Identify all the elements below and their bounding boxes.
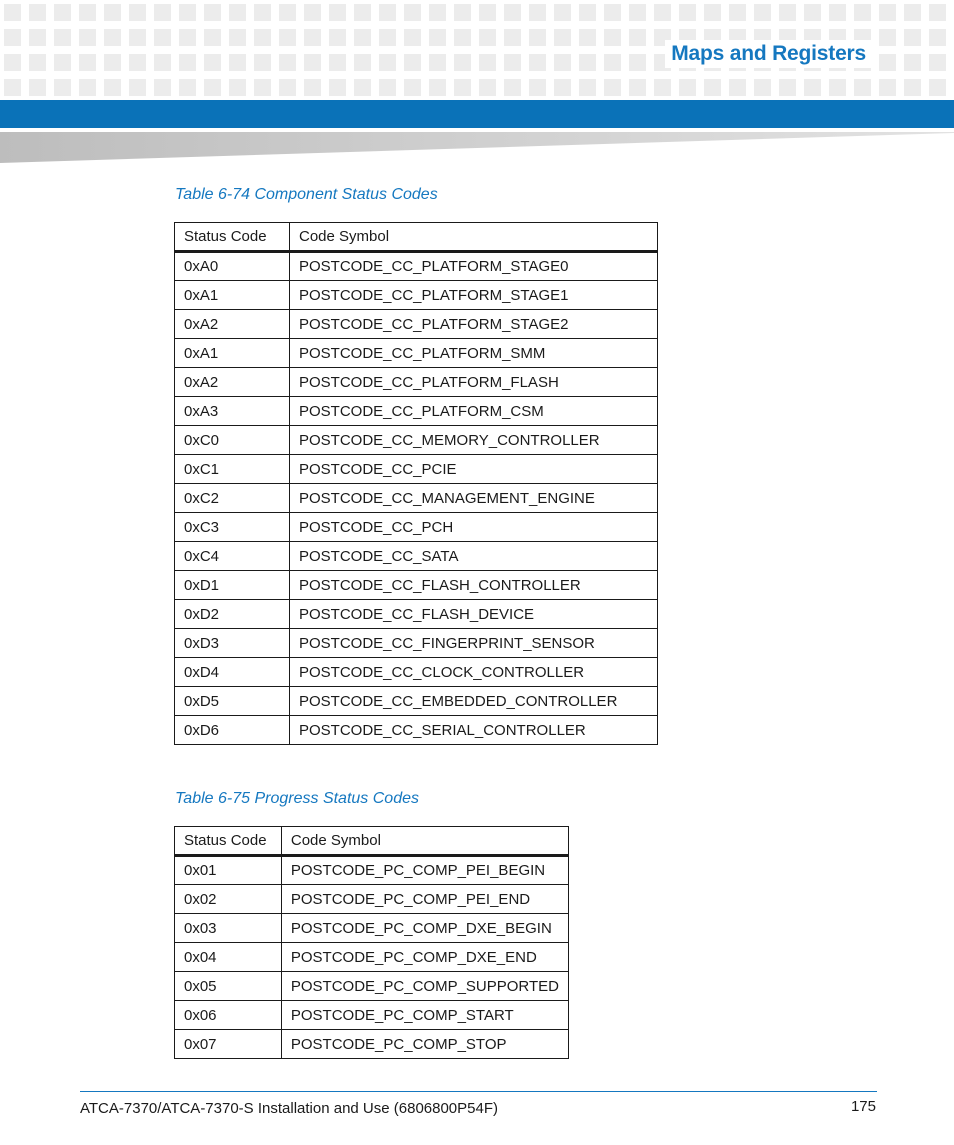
pattern-square	[529, 29, 546, 46]
pattern-square	[554, 79, 571, 96]
pattern-square	[329, 54, 346, 71]
table-header-row	[175, 827, 569, 856]
pattern-square	[304, 4, 321, 21]
code-symbol-cell: POSTCODE_CC_PLATFORM_STAGE2	[290, 310, 658, 339]
table-row	[175, 571, 658, 600]
pattern-square	[429, 4, 446, 21]
pattern-square	[54, 54, 71, 71]
pattern-square	[279, 54, 296, 71]
table-row	[175, 339, 658, 368]
pattern-square	[504, 79, 521, 96]
pattern-square	[529, 54, 546, 71]
pattern-square	[279, 29, 296, 46]
table-row	[175, 310, 658, 339]
pattern-square	[879, 29, 896, 46]
pattern-square	[779, 4, 796, 21]
pattern-square	[929, 4, 946, 21]
pattern-square	[479, 54, 496, 71]
code-symbol-cell: POSTCODE_CC_PLATFORM_CSM	[290, 397, 658, 426]
pattern-square	[79, 54, 96, 71]
table-row	[175, 455, 658, 484]
table-row	[175, 484, 658, 513]
pattern-square	[529, 4, 546, 21]
pattern-square	[254, 29, 271, 46]
pattern-square	[179, 79, 196, 96]
pattern-square	[554, 29, 571, 46]
pattern-square	[854, 79, 871, 96]
code-symbol-cell: POSTCODE_CC_PLATFORM_STAGE0	[290, 252, 658, 281]
pattern-square	[579, 29, 596, 46]
pattern-square	[929, 29, 946, 46]
pattern-square	[654, 4, 671, 21]
pattern-square	[754, 4, 771, 21]
table-row	[175, 629, 658, 658]
status-code-cell: 0xA0	[175, 252, 290, 281]
pattern-square	[929, 54, 946, 71]
pattern-square	[579, 54, 596, 71]
pattern-square	[304, 54, 321, 71]
table-row	[175, 885, 569, 914]
status-code-cell: 0x05	[175, 972, 282, 1001]
code-symbol-cell: POSTCODE_CC_PLATFORM_FLASH	[290, 368, 658, 397]
status-code-cell: 0xC4	[175, 542, 290, 571]
code-symbol-cell: POSTCODE_CC_SERIAL_CONTROLLER	[290, 716, 658, 745]
status-code-cell: 0xA2	[175, 368, 290, 397]
pattern-square	[279, 79, 296, 96]
pattern-square	[154, 4, 171, 21]
table-row	[175, 252, 658, 281]
table-row	[175, 1030, 569, 1059]
code-symbol-cell: POSTCODE_PC_COMP_DXE_END	[281, 943, 568, 972]
pattern-square	[79, 79, 96, 96]
pattern-square	[79, 29, 96, 46]
pattern-square	[354, 4, 371, 21]
pattern-square	[129, 54, 146, 71]
pattern-square	[4, 54, 21, 71]
code-symbol-cell: POSTCODE_CC_FLASH_CONTROLLER	[290, 571, 658, 600]
pattern-square	[454, 29, 471, 46]
page-number: 175	[850, 1098, 876, 1115]
pattern-square	[29, 54, 46, 71]
pattern-square	[529, 79, 546, 96]
column-header-status-code: Status Code	[175, 223, 290, 252]
pattern-square	[179, 54, 196, 71]
pattern-square	[879, 54, 896, 71]
pattern-square	[29, 4, 46, 21]
pattern-square	[329, 4, 346, 21]
code-symbol-cell: POSTCODE_PC_COMP_STOP	[281, 1030, 568, 1059]
pattern-square	[229, 29, 246, 46]
pattern-square	[704, 79, 721, 96]
pattern-square	[154, 54, 171, 71]
status-code-cell: 0xD6	[175, 716, 290, 745]
status-code-cell: 0x07	[175, 1030, 282, 1059]
pattern-square	[404, 29, 421, 46]
status-code-cell: 0x06	[175, 1001, 282, 1030]
pattern-square	[729, 4, 746, 21]
code-symbol-cell: POSTCODE_CC_PCIE	[290, 455, 658, 484]
pattern-square	[429, 79, 446, 96]
status-code-cell: 0xA3	[175, 397, 290, 426]
pattern-square	[129, 29, 146, 46]
code-symbol-cell: POSTCODE_CC_PCH	[290, 513, 658, 542]
table-row	[175, 658, 658, 687]
footer-rule	[80, 1091, 877, 1092]
pattern-square	[829, 4, 846, 21]
table-row	[175, 281, 658, 310]
pattern-square	[154, 79, 171, 96]
pattern-square	[29, 29, 46, 46]
status-code-cell: 0xA2	[175, 310, 290, 339]
pattern-square	[204, 54, 221, 71]
pattern-square	[154, 29, 171, 46]
column-header-code-symbol: Code Symbol	[290, 223, 658, 252]
status-code-cell: 0xC2	[175, 484, 290, 513]
pattern-square	[54, 79, 71, 96]
pattern-square	[229, 54, 246, 71]
status-code-cell: 0xD3	[175, 629, 290, 658]
pattern-square	[804, 4, 821, 21]
table-75-caption: Table 6-75 Progress Status Codes	[175, 790, 419, 807]
code-symbol-cell: POSTCODE_CC_MEMORY_CONTROLLER	[290, 426, 658, 455]
table-header-row	[175, 223, 658, 252]
code-symbol-cell: POSTCODE_CC_EMBEDDED_CONTROLLER	[290, 687, 658, 716]
table-row	[175, 397, 658, 426]
pattern-square	[129, 4, 146, 21]
status-code-cell: 0xD5	[175, 687, 290, 716]
pattern-square	[629, 54, 646, 71]
pattern-square	[579, 4, 596, 21]
pattern-square	[29, 79, 46, 96]
pattern-square	[279, 4, 296, 21]
pattern-square	[679, 79, 696, 96]
pattern-square	[429, 54, 446, 71]
code-symbol-cell: POSTCODE_CC_FINGERPRINT_SENSOR	[290, 629, 658, 658]
pattern-square	[754, 79, 771, 96]
pattern-square	[379, 79, 396, 96]
status-code-cell: 0xC0	[175, 426, 290, 455]
pattern-square	[204, 79, 221, 96]
pattern-square	[904, 79, 921, 96]
code-symbol-cell: POSTCODE_PC_COMP_PEI_END	[281, 885, 568, 914]
pattern-square	[779, 79, 796, 96]
pattern-square	[729, 79, 746, 96]
pattern-square	[254, 79, 271, 96]
pattern-square	[504, 29, 521, 46]
pattern-square	[904, 29, 921, 46]
pattern-square	[404, 4, 421, 21]
pattern-square	[354, 54, 371, 71]
pattern-square	[904, 54, 921, 71]
pattern-square	[404, 54, 421, 71]
table-row	[175, 687, 658, 716]
code-symbol-cell: POSTCODE_CC_PLATFORM_STAGE1	[290, 281, 658, 310]
code-symbol-cell: POSTCODE_PC_COMP_PEI_BEGIN	[281, 856, 568, 885]
status-code-cell: 0xD1	[175, 571, 290, 600]
status-code-cell: 0xD4	[175, 658, 290, 687]
code-symbol-cell: POSTCODE_CC_MANAGEMENT_ENGINE	[290, 484, 658, 513]
pattern-square	[629, 29, 646, 46]
column-header-code-symbol: Code Symbol	[281, 827, 568, 856]
progress-status-codes-table	[174, 826, 569, 1059]
pattern-square	[204, 4, 221, 21]
pattern-square	[204, 29, 221, 46]
status-code-cell: 0x03	[175, 914, 282, 943]
status-code-cell: 0xC1	[175, 455, 290, 484]
header-gray-wedge	[0, 132, 954, 164]
table-row	[175, 943, 569, 972]
column-header-status-code: Status Code	[175, 827, 282, 856]
pattern-square	[929, 79, 946, 96]
table-row	[175, 856, 569, 885]
pattern-square	[79, 4, 96, 21]
pattern-square	[54, 29, 71, 46]
pattern-square	[254, 54, 271, 71]
pattern-square	[879, 4, 896, 21]
status-code-cell: 0xC3	[175, 513, 290, 542]
pattern-square	[379, 4, 396, 21]
pattern-square	[554, 4, 571, 21]
pattern-square	[229, 79, 246, 96]
pattern-square	[104, 29, 121, 46]
pattern-square	[479, 79, 496, 96]
status-code-cell: 0xD2	[175, 600, 290, 629]
status-code-cell: 0xA1	[175, 281, 290, 310]
section-title: Maps and Registers	[665, 40, 872, 68]
table-row	[175, 1001, 569, 1030]
pattern-square	[304, 29, 321, 46]
pattern-square	[479, 29, 496, 46]
pattern-square	[454, 79, 471, 96]
pattern-square	[104, 4, 121, 21]
pattern-square	[504, 54, 521, 71]
pattern-square	[229, 4, 246, 21]
pattern-square	[604, 79, 621, 96]
pattern-square	[479, 4, 496, 21]
pattern-square	[329, 79, 346, 96]
status-code-cell: 0x01	[175, 856, 282, 885]
pattern-square	[879, 79, 896, 96]
pattern-square	[354, 79, 371, 96]
pattern-square	[654, 79, 671, 96]
status-code-cell: 0x04	[175, 943, 282, 972]
table-row	[175, 426, 658, 455]
pattern-square	[854, 4, 871, 21]
pattern-square	[104, 54, 121, 71]
header-blue-bar	[0, 100, 954, 128]
pattern-square	[4, 4, 21, 21]
code-symbol-cell: POSTCODE_CC_CLOCK_CONTROLLER	[290, 658, 658, 687]
table-row	[175, 368, 658, 397]
pattern-square	[179, 29, 196, 46]
footer-document-title: ATCA-7370/ATCA-7370-S Installation and Use (6806800P54F)	[80, 1100, 499, 1117]
status-code-cell: 0xA1	[175, 339, 290, 368]
table-row	[175, 716, 658, 745]
pattern-square	[404, 79, 421, 96]
table-row	[175, 542, 658, 571]
code-symbol-cell: POSTCODE_CC_SATA	[290, 542, 658, 571]
pattern-square	[329, 29, 346, 46]
table-row	[175, 914, 569, 943]
table-row	[175, 972, 569, 1001]
pattern-square	[4, 79, 21, 96]
code-symbol-cell: POSTCODE_PC_COMP_SUPPORTED	[281, 972, 568, 1001]
pattern-square	[604, 54, 621, 71]
pattern-square	[829, 79, 846, 96]
pattern-square	[54, 4, 71, 21]
table-row	[175, 600, 658, 629]
pattern-square	[4, 29, 21, 46]
pattern-square	[904, 4, 921, 21]
pattern-square	[679, 4, 696, 21]
code-symbol-cell: POSTCODE_PC_COMP_DXE_BEGIN	[281, 914, 568, 943]
pattern-square	[629, 79, 646, 96]
pattern-square	[454, 4, 471, 21]
pattern-square	[429, 29, 446, 46]
pattern-square	[254, 4, 271, 21]
pattern-square	[379, 54, 396, 71]
pattern-square	[804, 79, 821, 96]
table-row	[175, 513, 658, 542]
status-code-cell: 0x02	[175, 885, 282, 914]
pattern-square	[629, 4, 646, 21]
table-74-caption: Table 6-74 Component Status Codes	[175, 186, 438, 203]
pattern-square	[504, 4, 521, 21]
pattern-square	[304, 79, 321, 96]
code-symbol-cell: POSTCODE_CC_PLATFORM_SMM	[290, 339, 658, 368]
code-symbol-cell: POSTCODE_CC_FLASH_DEVICE	[290, 600, 658, 629]
code-symbol-cell: POSTCODE_PC_COMP_START	[281, 1001, 568, 1030]
pattern-square	[129, 79, 146, 96]
component-status-codes-table	[174, 222, 658, 745]
pattern-square	[104, 79, 121, 96]
pattern-square	[454, 54, 471, 71]
pattern-square	[579, 79, 596, 96]
pattern-square	[354, 29, 371, 46]
pattern-square	[179, 4, 196, 21]
pattern-square	[704, 4, 721, 21]
pattern-square	[604, 29, 621, 46]
pattern-square	[379, 29, 396, 46]
pattern-square	[554, 54, 571, 71]
pattern-square	[604, 4, 621, 21]
